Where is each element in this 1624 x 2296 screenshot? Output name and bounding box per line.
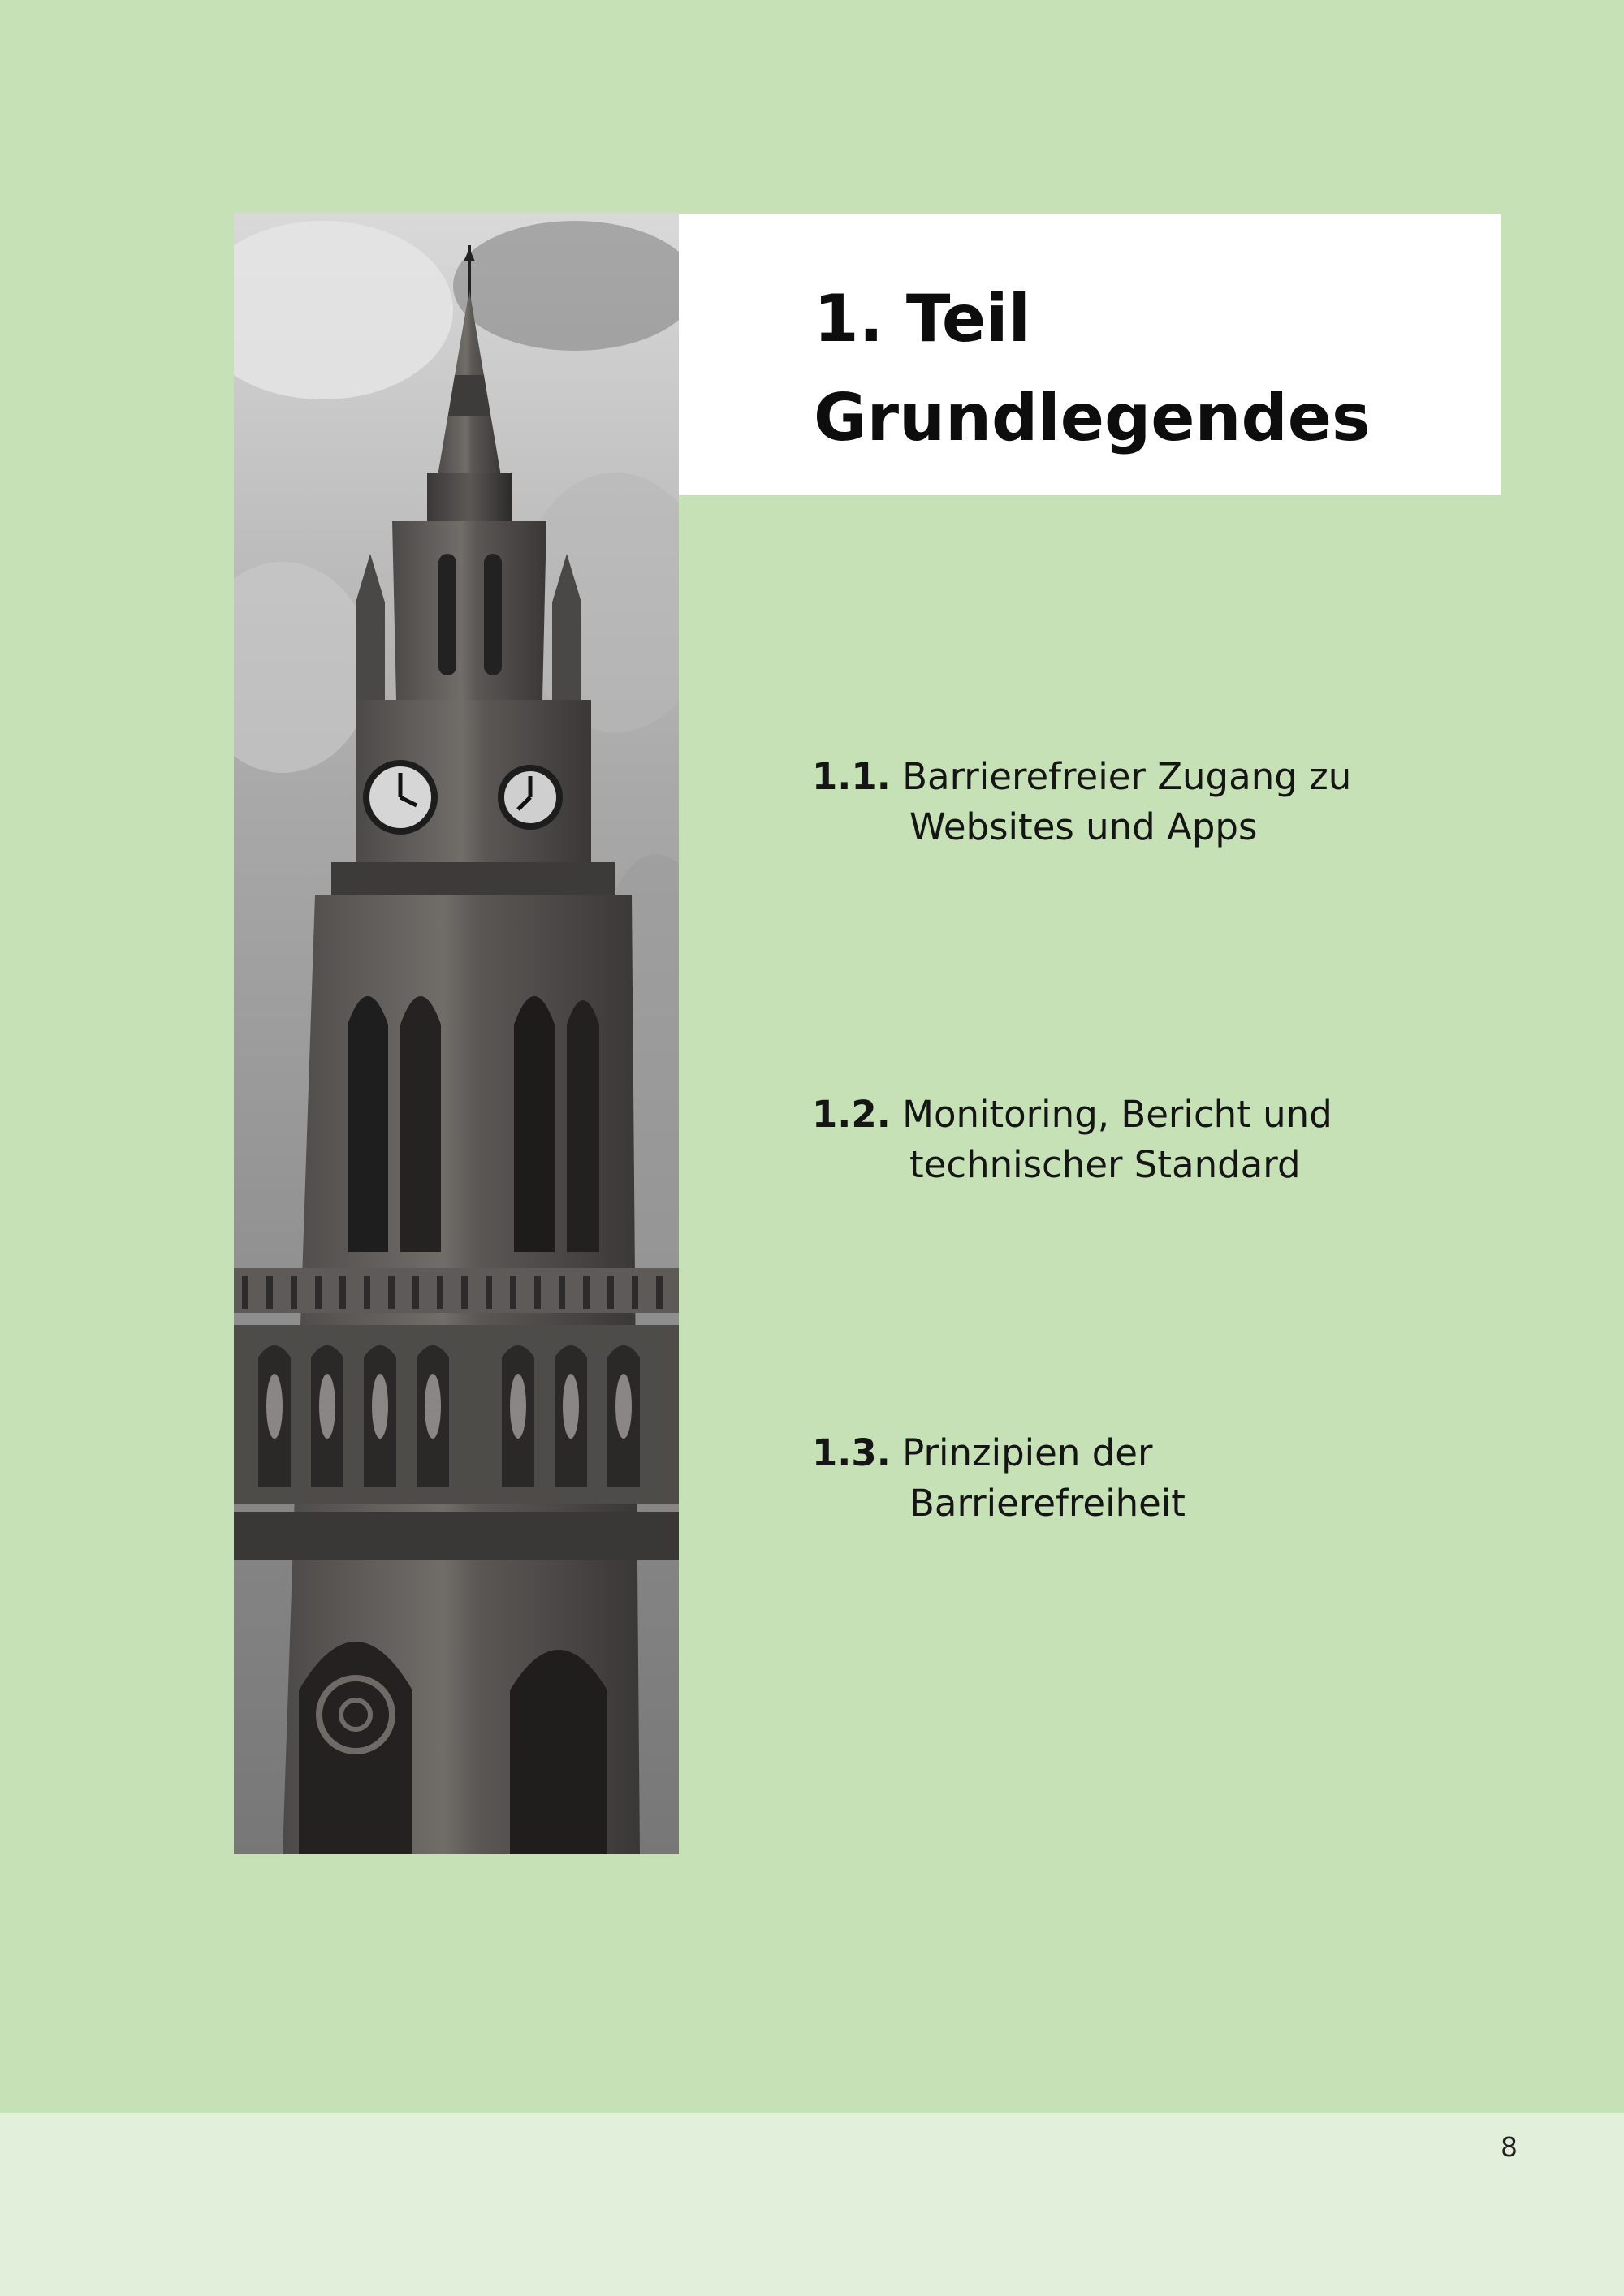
toc-item-1-2 bbox=[812, 1090, 1445, 1190]
section-title-box bbox=[679, 214, 1501, 495]
toc-item-1-3 bbox=[812, 1428, 1445, 1529]
section-title-line2: Grundlegendes bbox=[814, 380, 1371, 455]
toc-item-number: 1.1. bbox=[812, 755, 891, 798]
tower-photo bbox=[234, 213, 679, 1854]
toc-item-number: 1.2. bbox=[812, 1093, 891, 1136]
toc-item-text-line2: technischer Standard bbox=[909, 1143, 1301, 1186]
page-footer bbox=[0, 2113, 1624, 2296]
page-number: 8 bbox=[1501, 2131, 1518, 2163]
section-title-line1: 1. Teil bbox=[814, 281, 1030, 356]
toc-item-text-line1: Monitoring, Bericht und bbox=[902, 1093, 1332, 1136]
toc-item-text-line2: Websites und Apps bbox=[909, 805, 1258, 848]
toc-item-1-1 bbox=[812, 752, 1445, 852]
toc-item-text-line1: Prinzipien der bbox=[902, 1431, 1153, 1474]
toc-item-text-line2: Barrierefreiheit bbox=[909, 1482, 1186, 1525]
toc-item-text-line1: Barrierefreier Zugang zu bbox=[902, 755, 1352, 798]
toc-item-number: 1.3. bbox=[812, 1431, 891, 1474]
